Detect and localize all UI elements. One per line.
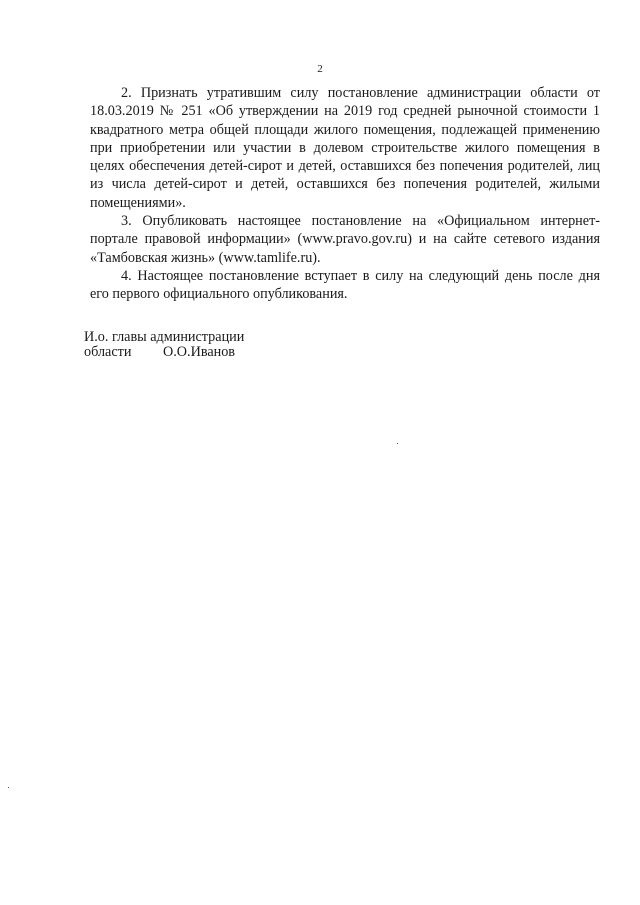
scan-speck	[397, 443, 398, 444]
paragraph-3-publication: 3. Опубликовать настоящее постановление на «Официальном интернет-портале правовой информации» (www.pravo.gov.ru) и на сайте сетевого издания «Тамбовская жизнь» (www.tamlife.ru).	[90, 213, 600, 266]
signatory-line	[84, 345, 244, 360]
signatory-name: О.О.Иванов	[162, 344, 236, 360]
signatory-position-continued: области	[84, 344, 132, 360]
scan-speck	[8, 787, 9, 788]
paragraph-4-effective-date: 4. Настоящее постановление вступает в силу на следующий день после дня его первого официального опубликования.	[90, 267, 600, 303]
document-body	[90, 84, 600, 304]
signatory-position: И.о. главы администрации	[84, 329, 245, 345]
signature-block	[84, 330, 244, 360]
page-number: 2	[317, 63, 323, 75]
paragraph-2-repeal: 2. Признать утратившим силу постановление администрации области от 18.03.2019 № 251 «Об утверждении на 2019 год средней рыночной стоимости 1 квадратного метра общей площади жилого помещения, подлежащей применению при приобретении или участии в долевом строительстве жилого помещения в целях обеспечения детей-сирот и детей, оставшихся без попечения родителей, лиц из числа детей-сирот и детей, оставшихся без попечения родителей, жилыми помещениями».	[90, 85, 600, 211]
